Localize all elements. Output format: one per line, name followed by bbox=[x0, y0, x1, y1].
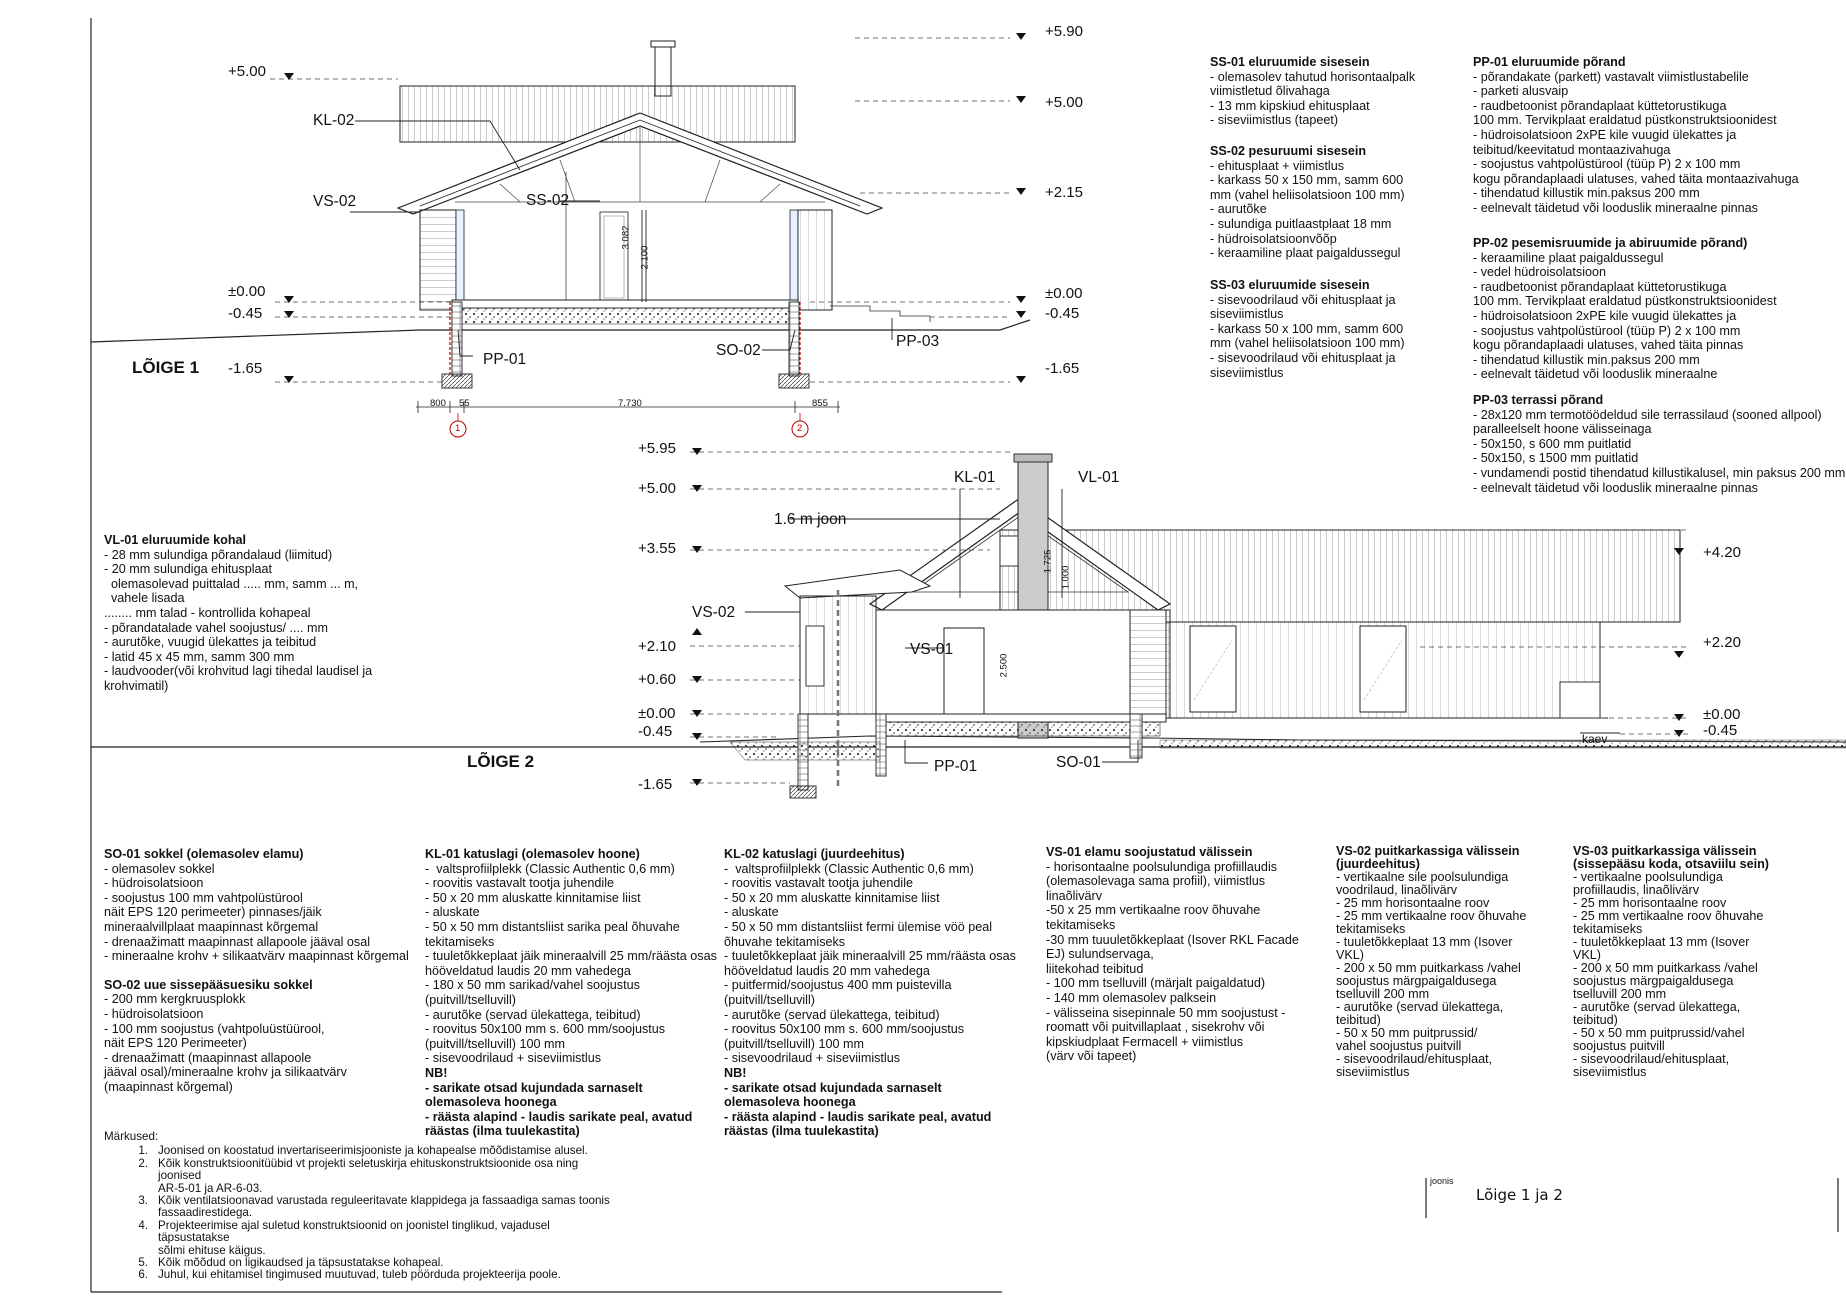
spec-line: - 28 mm sulundiga põrandalaud (liimitud) bbox=[104, 547, 333, 562]
spec-line: - hüdroisolatsioon 2xPE kile vuugid ülekattes ja bbox=[1473, 308, 1737, 323]
spec-line: - hüdroisolatsioon bbox=[104, 1006, 204, 1021]
spec-pp-03 bbox=[1473, 393, 1846, 495]
spec-line: - eelnevalt täidetud või looduslik mineraalne bbox=[1473, 367, 1718, 382]
spec-line: - sisevoodrilaud/ehitusplaat, bbox=[1573, 1052, 1730, 1066]
spec-line: - sisevoodrilaud või ehitusplaat ja bbox=[1210, 350, 1396, 365]
spec-line: - 28x120 mm termotöödeldud sile terrassilaud (sooned allpool) bbox=[1473, 407, 1822, 422]
note-number: 1. bbox=[138, 1144, 148, 1158]
spec-line: (värv või tapeet) bbox=[1046, 1049, 1137, 1064]
spec-line: - keraamiline plaat paigaldussegul bbox=[1473, 250, 1664, 265]
level-label: -0.45 bbox=[638, 723, 673, 740]
label-kl-02: KL-02 bbox=[313, 112, 355, 129]
spec-line: - hüdroisolatsioon bbox=[104, 876, 204, 891]
spec-line: siseviimistlus bbox=[1210, 307, 1284, 322]
dimension-value: 1.725 bbox=[1042, 549, 1054, 574]
spec-line: -30 mm tuuuletõkkeplaat (Isover RKL Facade bbox=[1046, 932, 1299, 947]
spec-line: soojustus märgpaigaldusega bbox=[1573, 974, 1734, 988]
spec-line: VKL) bbox=[1336, 948, 1364, 962]
spec-line: - 200 x 50 mm puitkarkass /vahel bbox=[1573, 961, 1758, 975]
spec-line: - karkass 50 x 150 mm, samm 600 bbox=[1210, 173, 1404, 188]
spec-line: kipskiudplaat Fermacell + viimistlus bbox=[1046, 1034, 1244, 1049]
spec-line: - soojustus vahtpolüstürool (tüüp P) 2 x 100 mm bbox=[1473, 323, 1741, 338]
axis-marker-label: 1 bbox=[455, 423, 461, 434]
spec-line: - sulundiga puitlaastplaat 18 mm bbox=[1210, 216, 1392, 231]
spec-line: jääval osal)/mineraalne krohv ja silikaatvärv bbox=[104, 1065, 347, 1080]
spec-kl-01 bbox=[425, 847, 715, 1139]
spec-note-line: - räästa alapind - laudis sarikate peal, avatud bbox=[724, 1109, 992, 1124]
spec-line: - hüdroisolatsioon 2xPE kile vuugid ülekattes ja bbox=[1473, 127, 1737, 142]
spec-note-line: - sarikate otsad kujundada sarnaselt bbox=[724, 1080, 942, 1095]
level-label: +5.90 bbox=[1045, 23, 1083, 40]
spec-line: - roovitis vastavalt tootja juhendile bbox=[425, 876, 615, 891]
spec-line: (puitvill/tselluvill) 100 mm bbox=[724, 1036, 864, 1051]
spec-line: - tuuletõkkeplaat jäik mineraalvill 25 mm/räästa osas bbox=[724, 949, 1016, 964]
note-number: 5. bbox=[138, 1256, 148, 1270]
spec-line: vahele lisada bbox=[104, 591, 185, 606]
spec-line: linaõlivärv bbox=[1046, 888, 1102, 903]
spec-note-line: räästas (ilma tuulekastita) bbox=[425, 1124, 580, 1139]
spec-title: PP-01 eluruumide põrand bbox=[1473, 55, 1626, 69]
spec-line: - aluskate bbox=[425, 905, 480, 920]
spec-pp-01 bbox=[1473, 55, 1843, 216]
note-text: Juhul, kui ehitamisel tingimused muutuvad, tuleb pöörduda projekteerija poole. bbox=[158, 1268, 561, 1282]
spec-title: SS-01 eluruumide sisesein bbox=[1210, 55, 1370, 69]
dimension-value: 2.500 bbox=[998, 653, 1010, 678]
spec-line: - 100 mm tselluvill (märjalt paigaldatud) bbox=[1046, 976, 1266, 991]
spec-line: - 20 mm sulundiga ehitusplaat bbox=[104, 562, 273, 577]
spec-line: - tuuletõkkeplaat jäik mineraalvill 25 mm/räästa osas bbox=[425, 949, 717, 964]
spec-line: - eelnevalt täidetud või looduslik mineraalne pinnas bbox=[1473, 480, 1758, 495]
spec-line: (puitvill/tselluvill) 100 mm bbox=[425, 1036, 565, 1051]
spec-line: viimistletud õlivahaga bbox=[1210, 84, 1330, 99]
level-label: +2.15 bbox=[1045, 184, 1083, 201]
note-text: Joonised on koostatud invertariseerimisjooniste ja kohapealse mõõdistamise alusel. bbox=[158, 1144, 588, 1158]
spec-line: - aurutõke (servad ülekattega, bbox=[1573, 1000, 1741, 1014]
spec-line: - tihendatud killustik min.paksus 200 mm bbox=[1473, 352, 1700, 367]
spec-line: - 50 x 50 mm distantsliist sarika peal õhuvahe bbox=[425, 919, 680, 934]
spec-note-label: NB! bbox=[425, 1065, 448, 1080]
spec-kl-02 bbox=[724, 847, 1014, 1139]
spec-line: kogu põrandaplaadi ulatuses, vahed täita montaazivahuga bbox=[1473, 171, 1799, 186]
spec-line: olemasolevad puittalad ..... mm, samm ... m, bbox=[104, 576, 359, 591]
spec-line: - sisevoodrilaud või ehitusplaat ja bbox=[1210, 292, 1396, 307]
spec-title: PP-03 terrassi põrand bbox=[1473, 393, 1604, 407]
spec-line: - vedel hüdroisolatsioon bbox=[1473, 265, 1607, 280]
spec-line: roomatt või puitvillaplaat , sisekrohv või bbox=[1046, 1020, 1265, 1035]
spec-line: - tuuletõkkeplaat 13 mm (Isover bbox=[1573, 935, 1750, 949]
note-text: Kõik konstruktsioonitüübid vt projekti seletuskirja ehituskonstruktsioonide osa ning joonised AR-5-01 ja AR-6-03. bbox=[158, 1156, 579, 1195]
spec-subtitle: (sissepääsu koda, otsaviilu sein) bbox=[1573, 857, 1769, 871]
spec-line: - laudvooder(või krohvitud lagi tihedal laudisel ja bbox=[104, 664, 373, 679]
spec-line: - mineraalne krohv + silikaatvärv maapinnast kõrgemal bbox=[104, 949, 409, 964]
spec-line: - aluskate bbox=[724, 905, 779, 920]
spec-note-line: - sarikate otsad kujundada sarnaselt bbox=[425, 1080, 643, 1095]
spec-line: - 25 mm horisontaalne roov bbox=[1336, 896, 1490, 910]
spec-line: - aurutõke, vuugid ülekattes ja teibitud bbox=[104, 635, 317, 650]
spec-line: 100 mm. Tervikplaat eraldatud püstkonstruktsioonidest bbox=[1473, 113, 1777, 128]
spec-line: - roovitus 50x100 mm s. 600 mm/soojustus bbox=[425, 1022, 666, 1037]
spec-line: - 200 x 50 mm puitkarkass /vahel bbox=[1336, 961, 1521, 975]
label-ss-02: SS-02 bbox=[526, 192, 570, 209]
label-vl-01: VL-01 bbox=[1078, 469, 1120, 486]
spec-line: - 50 x 50 mm puitprussid/ bbox=[1336, 1026, 1478, 1040]
spec-line: hööveldatud laudis 20 mm vahedega bbox=[425, 963, 631, 978]
note-number: 2. bbox=[138, 1156, 148, 1170]
spec-title: SO-02 uue sissepääsuesiku sokkel bbox=[104, 977, 313, 992]
spec-vs-01 bbox=[1046, 845, 1306, 1064]
spec-title: SS-03 eluruumide sisesein bbox=[1210, 278, 1370, 292]
spec-title: SO-01 sokkel (olemasolev elamu) bbox=[104, 847, 304, 861]
spec-line: - vertikaalne poolsulundiga bbox=[1573, 870, 1723, 884]
spec-line: - hüdroisolatsioonvõõp bbox=[1210, 231, 1337, 246]
spec-line: (maapinnast kõrgemal) bbox=[104, 1079, 233, 1094]
spec-note-line: räästas (ilma tuulekastita) bbox=[724, 1124, 879, 1139]
spec-line: - horisontaalne poolsulundiga profiillaudis bbox=[1046, 859, 1278, 874]
spec-line: - 25 mm vertikaalne roov õhuvahe bbox=[1573, 909, 1764, 923]
spec-line: - 50x150, s 600 mm puitlatid bbox=[1473, 436, 1632, 451]
note-item bbox=[104, 1195, 624, 1220]
note-number: 6. bbox=[138, 1268, 148, 1282]
level-label: +4.20 bbox=[1703, 544, 1741, 561]
spec-so-01 bbox=[104, 847, 409, 1095]
spec-line: tekitamiseks bbox=[1336, 922, 1406, 936]
dimension-value: 3.082 bbox=[620, 225, 632, 250]
level-label: +5.95 bbox=[638, 440, 676, 457]
level-label: +3.55 bbox=[638, 540, 676, 557]
spec-line: siseviimistlus bbox=[1336, 1065, 1410, 1079]
spec-line: soojustus puitvill bbox=[1573, 1039, 1665, 1053]
spec-line: paralleelselt hoone välisseinaga bbox=[1473, 422, 1652, 437]
note-text: Kõik ventilatsioonavad varustada reguleeritavate klappidega ja fassaadiga samas toonis fassaadirestidega. bbox=[158, 1194, 610, 1220]
dimension-value: 855 bbox=[812, 398, 828, 409]
note-number: 4. bbox=[138, 1218, 148, 1232]
spec-note-line: olemasoleva hoonega bbox=[724, 1095, 856, 1110]
spec-subtitle: (juurdeehitus) bbox=[1336, 857, 1420, 871]
spec-line: - 180 x 50 mm sarikad/vahel soojustus bbox=[425, 978, 640, 993]
section-title-2: LÕIGE 2 bbox=[467, 752, 535, 771]
spec-line: - raudbetoonist põrandaplaat küttetorustikuga bbox=[1473, 98, 1727, 113]
level-label: ±0.00 bbox=[228, 283, 266, 300]
spec-vl-01 bbox=[104, 533, 404, 694]
notes-block bbox=[104, 1131, 624, 1282]
label-so-02: SO-02 bbox=[716, 342, 761, 359]
dimension-value: 800 bbox=[430, 398, 446, 409]
spec-ss-02 bbox=[1210, 144, 1450, 261]
note-number: 3. bbox=[138, 1194, 148, 1208]
spec-line: kogu põrandaplaadi ulatuses, vahed täita pinnas bbox=[1473, 338, 1744, 353]
spec-line: tselluvill 200 mm bbox=[1336, 987, 1430, 1001]
spec-line: - sisevoodrilaud + siseviimistlus bbox=[724, 1051, 901, 1066]
spec-line: mm (vahel heliisolatsioon 100 mm) bbox=[1210, 187, 1405, 202]
spec-line: 100 mm. Tervikplaat eraldatud püstkonstruktsioonidest bbox=[1473, 294, 1777, 309]
label-pp-03: PP-03 bbox=[896, 333, 940, 350]
spec-title: KL-02 katuslagi (juurdeehitus) bbox=[724, 847, 905, 861]
spec-line: näit EPS 120 Perimeeter) bbox=[104, 1036, 247, 1051]
spec-line: (puitvill/tselluvill) bbox=[724, 992, 815, 1007]
spec-line: - soojustus 100 mm vahtpolüstürool bbox=[104, 890, 303, 905]
spec-line: näit EPS 120 perimeeter) pinnases/jäik bbox=[104, 905, 322, 920]
spec-line: - 140 mm olemasolev palksein bbox=[1046, 990, 1217, 1005]
spec-line: - roovitus 50x100 mm s. 600 mm/soojustus bbox=[724, 1022, 965, 1037]
label-1-6m-line: 1.6 m joon bbox=[774, 511, 847, 528]
spec-note-line: olemasoleva hoonega bbox=[425, 1095, 557, 1110]
spec-title: VS-02 puitkarkassiga välissein bbox=[1336, 844, 1520, 858]
spec-line: - aurutõke (servad ülekattega, teibitud) bbox=[724, 1007, 940, 1022]
dimension-value: 2.100 bbox=[639, 245, 651, 270]
dimension-value: 55 bbox=[459, 398, 470, 409]
level-label: ±0.00 bbox=[638, 705, 676, 722]
spec-line: - 13 mm kipskiud ehitusplaat bbox=[1210, 98, 1370, 113]
section-2-drawing bbox=[690, 452, 1846, 798]
label-kaev: kaev bbox=[1582, 732, 1608, 746]
section-1-drawing bbox=[91, 38, 1030, 437]
spec-ss-03 bbox=[1210, 278, 1450, 380]
spec-line: - põrandakate (parkett) vastavalt viimistlustabelile bbox=[1473, 69, 1749, 84]
level-label: ±0.00 bbox=[1045, 285, 1083, 302]
spec-line: - aurutõke (servad ülekattega, teibitud) bbox=[425, 1007, 641, 1022]
spec-line: - puitfermid/soojustus 400 mm puistevilla bbox=[724, 978, 952, 993]
spec-line: - 50x150, s 1500 mm puitlatid bbox=[1473, 451, 1639, 466]
level-label: +2.20 bbox=[1703, 634, 1741, 651]
spec-line: VKL) bbox=[1573, 948, 1601, 962]
note-item bbox=[104, 1220, 624, 1257]
spec-line: - eelnevalt täidetud või looduslik mineraalne pinnas bbox=[1473, 200, 1758, 215]
spec-line: - drenaažimatt maapinnast allapoole jääval osal bbox=[104, 934, 371, 949]
spec-line: siseviimistlus bbox=[1573, 1065, 1647, 1079]
level-label: -1.65 bbox=[638, 776, 673, 793]
spec-line: - ehitusplaat + viimistlus bbox=[1210, 158, 1345, 173]
spec-line: - sisevoodrilaud + siseviimistlus bbox=[425, 1051, 602, 1066]
level-label: ±0.00 bbox=[1703, 706, 1741, 723]
spec-line: -50 x 25 mm vertikaalne roov õhuvahe bbox=[1046, 903, 1261, 918]
spec-line: krohvimatil) bbox=[104, 678, 169, 693]
note-item bbox=[104, 1145, 624, 1157]
spec-vs-03 bbox=[1573, 845, 1823, 1079]
title-block-label: joonis bbox=[1430, 1176, 1454, 1186]
spec-line: - latid 45 x 45 mm, samm 300 mm bbox=[104, 649, 295, 664]
label-kl-01: KL-01 bbox=[954, 469, 996, 486]
spec-line: - 25 mm vertikaalne roov õhuvahe bbox=[1336, 909, 1527, 923]
spec-ss-01 bbox=[1210, 55, 1450, 128]
spec-title: VL-01 eluruumide kohal bbox=[104, 533, 247, 547]
dimension-value: 1.000 bbox=[1060, 565, 1072, 590]
level-label: +5.00 bbox=[1045, 94, 1083, 111]
spec-line: voodrilaud, linaõlivärv bbox=[1336, 883, 1458, 897]
level-label: +5.00 bbox=[228, 63, 266, 80]
note-item bbox=[104, 1158, 624, 1195]
spec-title: VS-01 elamu soojustatud välissein bbox=[1046, 845, 1253, 859]
spec-line: teibitud) bbox=[1573, 1013, 1618, 1027]
spec-line: - välisseina sisepinnale 50 mm soojustust - bbox=[1046, 1005, 1286, 1020]
spec-line: - põrandatalade vahel soojustus/ .... mm bbox=[104, 620, 329, 635]
spec-line: - 50 x 20 mm aluskatte kinnitamise liist bbox=[425, 890, 641, 905]
label-pp-01: PP-01 bbox=[483, 351, 527, 368]
spec-line: - tuuletõkkeplaat 13 mm (Isover bbox=[1336, 935, 1513, 949]
spec-line: - soojustus vahtpolüstürool (tüüp P) 2 x 100 mm bbox=[1473, 157, 1741, 172]
spec-line: - tihendatud killustik min.paksus 200 mm bbox=[1473, 186, 1700, 201]
spec-title: SS-02 pesuruumi sisesein bbox=[1210, 144, 1367, 158]
spec-line: - aurutõke (servad ülekattega, bbox=[1336, 1000, 1504, 1014]
label-so-01: SO-01 bbox=[1056, 754, 1101, 771]
spec-line: ........ mm talad - kontrollida kohapeal bbox=[104, 605, 311, 620]
spec-line: profiillaudis, linaõlivärv bbox=[1573, 883, 1699, 897]
spec-line: - olemasolev tahutud horisontaalpalk bbox=[1210, 69, 1416, 84]
label-vs-01: VS-01 bbox=[910, 641, 954, 658]
level-label: -1.65 bbox=[1045, 360, 1080, 377]
level-label: +2.10 bbox=[638, 638, 676, 655]
spec-title: KL-01 katuslagi (olemasolev hoone) bbox=[425, 847, 640, 861]
spec-line: vahel soojustus puitvill bbox=[1336, 1039, 1462, 1053]
level-label: -0.45 bbox=[1045, 305, 1080, 322]
spec-line: - vundamendi postid tihendatud killustikalusel, min paksus 200 mm bbox=[1473, 465, 1846, 480]
spec-line: tekitamiseks bbox=[425, 934, 495, 949]
spec-line: - raudbetoonist põrandaplaat küttetorustikuga bbox=[1473, 279, 1727, 294]
spec-line: - 200 mm kergkruusplokk bbox=[104, 992, 246, 1007]
spec-vs-02 bbox=[1336, 845, 1556, 1079]
spec-line: EJ) sulundservaga, bbox=[1046, 947, 1154, 962]
spec-line: - valtsprofiilplekk (Classic Authentic 0,6 mm) bbox=[425, 861, 675, 876]
level-label: -0.45 bbox=[1703, 722, 1738, 739]
level-label: +0.60 bbox=[638, 671, 676, 688]
spec-note-label: NB! bbox=[724, 1065, 747, 1080]
label-vs-02: VS-02 bbox=[313, 193, 357, 210]
spec-line: - 100 mm soojustus (vahtpoluüstüürool, bbox=[104, 1021, 325, 1036]
spec-line: tekitamiseks bbox=[1046, 917, 1116, 932]
note-text: Kõik mõõdud on ligikaudsed ja täpsustatakse kohapeal. bbox=[158, 1256, 444, 1270]
spec-title: VS-03 puitkarkassiga välissein bbox=[1573, 844, 1757, 858]
spec-line: - valtsprofiilplekk (Classic Authentic 0,6 mm) bbox=[724, 861, 974, 876]
spec-line: mm (vahel heliisolatsioon 100 mm) bbox=[1210, 336, 1405, 351]
spec-line: - parketi alusvaip bbox=[1473, 84, 1569, 99]
spec-line: - olemasolev sokkel bbox=[104, 861, 215, 876]
spec-line: tekitamiseks bbox=[1573, 922, 1643, 936]
spec-pp-02 bbox=[1473, 236, 1843, 382]
spec-line: - vertikaalne sile poolsulundiga bbox=[1336, 870, 1509, 884]
spec-line: (puitvill/tselluvill) bbox=[425, 992, 516, 1007]
spec-line: - 25 mm horisontaalne roov bbox=[1573, 896, 1727, 910]
drawing-title: Lõige 1 ja 2 bbox=[1476, 1186, 1563, 1204]
spec-line: - aurutõke bbox=[1210, 202, 1267, 217]
spec-line: tselluvill 200 mm bbox=[1573, 987, 1667, 1001]
spec-line: - roovitis vastavalt tootja juhendile bbox=[724, 876, 914, 891]
axis-marker-label: 2 bbox=[797, 423, 803, 434]
spec-line: liitekohad teibitud bbox=[1046, 961, 1144, 976]
section-title-1: LÕIGE 1 bbox=[132, 358, 200, 377]
spec-line: - drenaažimatt (maapinnast allapoole bbox=[104, 1050, 312, 1065]
spec-note-line: - räästa alapind - laudis sarikate peal, avatud bbox=[425, 1109, 693, 1124]
spec-title: PP-02 pesemisruumide ja abiruumide põrand) bbox=[1473, 236, 1748, 250]
spec-line: - karkass 50 x 100 mm, samm 600 bbox=[1210, 321, 1404, 336]
spec-line: - keraamiline plaat paigaldussegul bbox=[1210, 246, 1401, 261]
level-label: +5.00 bbox=[638, 480, 676, 497]
spec-line: - 50 x 50 mm distantsliist fermi ülemise vöö peal bbox=[724, 919, 993, 934]
spec-line: - sisevoodrilaud/ehitusplaat, bbox=[1336, 1052, 1493, 1066]
spec-line: (olemasolevaga sama profiil), viimistlus bbox=[1046, 874, 1266, 889]
spec-line: hööveldatud laudis 20 mm vahedega bbox=[724, 963, 930, 978]
spec-line: siseviimistlus bbox=[1210, 365, 1284, 380]
dimension-value: 7.730 bbox=[618, 398, 642, 409]
label-vs-02: VS-02 bbox=[692, 604, 736, 621]
spec-line: mineraalvillplaat maapinnast kõrgemal bbox=[104, 919, 319, 934]
level-label: -1.65 bbox=[228, 360, 263, 377]
spec-line: soojustus märgpaigaldusega bbox=[1336, 974, 1497, 988]
level-label: -0.45 bbox=[228, 305, 263, 322]
spec-line: - 50 x 20 mm aluskatte kinnitamise liist bbox=[724, 890, 940, 905]
note-item bbox=[104, 1269, 624, 1281]
spec-line: - 50 x 50 mm puitprussid/vahel bbox=[1573, 1026, 1745, 1040]
spec-line: õhuvahe tekitamiseks bbox=[724, 934, 846, 949]
notes-title: Märkused: bbox=[104, 1130, 159, 1143]
label-pp-01: PP-01 bbox=[934, 758, 978, 775]
spec-line: - siseviimistlus (tapeet) bbox=[1210, 113, 1339, 128]
spec-line: teibitud) bbox=[1336, 1013, 1381, 1027]
spec-line: teibitud/keevitatud montaazivahuga bbox=[1473, 142, 1671, 157]
note-text: Projekteerimise ajal suletud konstruktsioonid on joonistel tinglikud, vajadusel täpsustatakse sõlmi ehituse käigus. bbox=[158, 1218, 550, 1257]
